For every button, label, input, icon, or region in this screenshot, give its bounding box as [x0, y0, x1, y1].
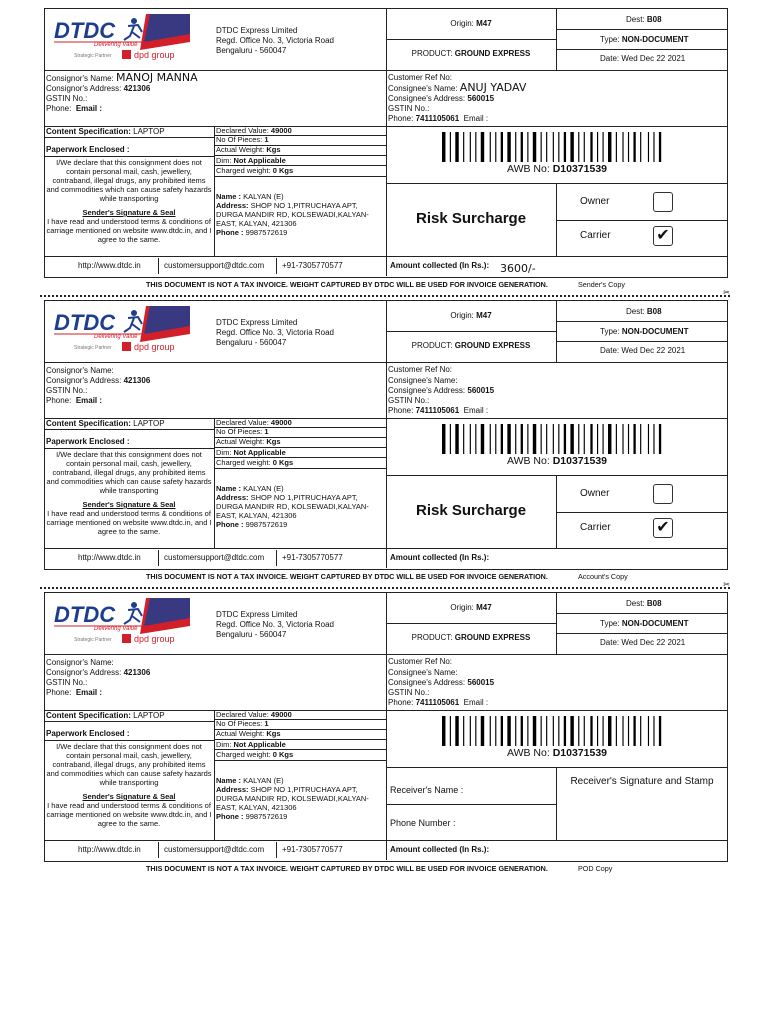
support-email[interactable]: customersupport@dtdc.com	[164, 845, 265, 854]
barcode-bar	[584, 716, 585, 746]
barcode-bar	[653, 424, 654, 454]
barcode-bar	[558, 132, 559, 162]
barcode-bar	[490, 716, 491, 746]
barcode-bar	[527, 716, 528, 746]
barcode-bar	[495, 716, 496, 746]
barcode-bar	[515, 424, 516, 454]
barcode-bar	[553, 716, 554, 746]
barcode-bar	[450, 424, 451, 454]
barcode-bar	[475, 424, 476, 454]
declaration-text: I/We declare that this consignment does not contain personal mail, cash, jewellery, contraband, illegal drugs, any prohibited items and commodities which can cause safety hazards while transporting	[46, 450, 212, 495]
shipment-type: Type: NON-DOCUMENT	[600, 327, 689, 336]
barcode-bar	[546, 716, 547, 746]
barcode-bar	[659, 424, 661, 454]
tax-notice: THIS DOCUMENT IS NOT A TAX INVOICE. WEIGHT CAPTURED BY DTDC WILL BE USED FOR INVOICE GENERATION.	[146, 280, 548, 289]
partner-label: Strategic Partner	[74, 637, 112, 643]
barcode-bar	[533, 132, 536, 162]
barcode-bar	[590, 716, 592, 746]
barcode-bar	[628, 716, 629, 746]
company-city: Bengaluru - 560047	[216, 46, 287, 55]
cut-line	[40, 587, 730, 589]
barcode-bar	[470, 132, 471, 162]
receiver-name-label: Receiver's Name :	[390, 785, 464, 795]
support-phone: +91-7305770577	[282, 261, 343, 270]
barcode-bar	[521, 132, 523, 162]
website-link[interactable]: http://www.dtdc.in	[78, 261, 141, 270]
owner-label: Owner	[580, 196, 610, 207]
pickup-block: Name : KALYAN (E) Address: SHOP NO 1,PITRUCHAYA APT, DURGA MANDIR RD, KOLSEWADI,KALYAN-EAST, KALYAN, 421306 Phone : 9987572619	[216, 776, 369, 821]
barcode-bar	[570, 716, 573, 746]
barcode-bar	[521, 716, 523, 746]
dimension: Dim: Not Applicable	[216, 740, 286, 749]
brand-tagline: Delivering Value	[94, 626, 138, 632]
barcode-bar	[640, 132, 641, 162]
carrier-checkbox[interactable]: ✔	[653, 518, 673, 538]
barcode-bar	[442, 716, 445, 746]
barcode-bar	[470, 716, 471, 746]
barcode-bar	[541, 716, 542, 746]
barcode-bar	[507, 716, 510, 746]
barcode-bar	[608, 716, 611, 746]
barcode-bar	[578, 716, 579, 746]
svg-text:DTDC: DTDC	[54, 310, 116, 335]
barcode-bar	[659, 132, 661, 162]
amount-label: Amount collected (In Rs.):	[390, 845, 490, 854]
barcode-bar	[515, 716, 516, 746]
barcode-bar	[553, 424, 554, 454]
barcode-bar	[463, 424, 464, 454]
barcode-bar	[584, 424, 585, 454]
dimension: Dim: Not Applicable	[216, 448, 286, 457]
dpd-cube-icon	[122, 342, 131, 351]
barcode-bar	[603, 132, 604, 162]
dtdc-logo	[50, 12, 190, 60]
barcode-bar	[558, 424, 559, 454]
sender-signature-label: Sender's Signature & Seal	[82, 500, 176, 509]
pod-copy	[44, 592, 728, 882]
barcode-bar	[603, 424, 604, 454]
pickup-block: Name : KALYAN (E) Address: SHOP NO 1,PITRUCHAYA APT, DURGA MANDIR RD, KOLSEWADI,KALYAN-EAST, KALYAN, 421306 Phone : 9987572619	[216, 484, 369, 529]
consignor-name: MANOJ MANNA	[116, 71, 198, 84]
brand-tagline: Delivering Value	[94, 42, 138, 48]
barcode-bar	[648, 716, 649, 746]
support-phone: +91-7305770577	[282, 553, 343, 562]
barcode-bar	[633, 132, 635, 162]
risk-surcharge-title: Risk Surcharge	[416, 502, 527, 519]
barcode-bar	[490, 424, 491, 454]
consignee-block: Customer Ref No: Consignee's Name: Consignee's Address: 560015 GSTIN No.: Phone: 7411105061 Email :	[388, 657, 495, 707]
consignor-block: Consignor's Name: Consignor's Address: 421306 GSTIN No.: Phone: Email :	[46, 658, 151, 697]
barcode-bar	[659, 716, 661, 746]
support-email[interactable]: customersupport@dtdc.com	[164, 553, 265, 562]
actual-weight: Actual Weight: Kgs	[216, 145, 281, 154]
barcode-bar	[521, 424, 523, 454]
barcode-bar	[475, 716, 476, 746]
partner-name: dpd group	[134, 50, 175, 60]
pieces: No Of Pieces: 1	[216, 135, 269, 144]
barcode-bar	[633, 716, 635, 746]
charged-weight: Charged weight: 0 Kgs	[216, 458, 294, 467]
company-name: DTDC Express Limited	[216, 26, 298, 35]
destination: Dest: B08	[626, 15, 662, 24]
barcode-bar	[546, 424, 547, 454]
owner-label: Owner	[580, 488, 610, 499]
barcode-bar	[603, 716, 604, 746]
amount-label: Amount collected (In Rs.):	[390, 553, 490, 562]
barcode-bar	[590, 132, 592, 162]
product: PRODUCT: GROUND EXPRESS	[411, 49, 531, 58]
barcode-bar	[507, 424, 510, 454]
shipment-date: Date: Wed Dec 22 2021	[600, 54, 686, 63]
barcode-bar	[608, 132, 611, 162]
website-link[interactable]: http://www.dtdc.in	[78, 553, 141, 562]
barcode-bar	[578, 132, 579, 162]
accounts-copy	[44, 300, 728, 590]
cut-line	[40, 295, 730, 297]
origin: Origin: M47	[450, 603, 492, 612]
charged-weight: Charged weight: 0 Kgs	[216, 750, 294, 759]
shipment-date: Date: Wed Dec 22 2021	[600, 346, 686, 355]
barcode-bar	[564, 424, 566, 454]
barcode-bar	[455, 132, 458, 162]
declared-value: Declared Value: 49000	[216, 126, 292, 135]
barcode-bar	[481, 716, 484, 746]
barcode-bar	[622, 132, 623, 162]
copy-label: Sender's Copy	[578, 280, 625, 289]
barcode-bar	[570, 424, 573, 454]
consignee-name: ANUJ YADAV	[459, 81, 527, 94]
dtdc-logo	[50, 304, 190, 352]
owner-checkbox[interactable]	[653, 484, 673, 504]
barcode-bar	[628, 132, 629, 162]
sender-signature-label: Sender's Signature & Seal	[82, 208, 176, 217]
barcode-bar	[527, 424, 528, 454]
pieces: No Of Pieces: 1	[216, 427, 269, 436]
origin: Origin: M47	[450, 311, 492, 320]
barcode-bar	[597, 716, 598, 746]
destination: Dest: B08	[626, 599, 662, 608]
partner-label: Strategic Partner	[74, 53, 112, 59]
tax-notice: THIS DOCUMENT IS NOT A TAX INVOICE. WEIGHT CAPTURED BY DTDC WILL BE USED FOR INVOICE GENERATION.	[146, 572, 548, 581]
barcode-bar	[481, 424, 484, 454]
declaration-text: I/We declare that this consignment does not contain personal mail, cash, jewellery, contraband, illegal drugs, any prohibited items and commodities which can cause safety hazards while transporting	[46, 158, 212, 203]
amount-label: Amount collected (In Rs.):	[390, 261, 490, 270]
svg-text:DTDC: DTDC	[54, 602, 116, 627]
consignor-block: Consignor's Name: MANOJ MANNA Consignor's Address: 421306 GSTIN No.: Phone: Email :	[46, 71, 198, 113]
barcode-bar	[475, 132, 476, 162]
barcode-bar	[633, 424, 635, 454]
sender-copy	[44, 8, 728, 298]
terms-text: I have read and understood terms & conditions of carriage mentioned on website www.dtdc.in, and I agree to the same.	[46, 217, 212, 244]
company-city: Bengaluru - 560047	[216, 630, 287, 639]
awb-number: AWB No: D10371539	[506, 163, 608, 175]
barcode-bar	[616, 424, 617, 454]
scissor-icon: ✂	[723, 288, 730, 297]
barcode-bar	[490, 132, 491, 162]
actual-weight: Actual Weight: Kgs	[216, 729, 281, 738]
barcode-bar	[622, 424, 623, 454]
barcode-bar	[648, 424, 649, 454]
awb-barcode	[442, 424, 680, 454]
consignor-block: Consignor's Name: Consignor's Address: 421306 GSTIN No.: Phone: Email :	[46, 366, 151, 405]
dpd-cube-icon	[122, 50, 131, 59]
consignee-block: Customer Ref No: Consignee's Name: ANUJ YADAV Consignee's Address: 560015 GSTIN No.: Phone: 7411105061 Email :	[388, 73, 527, 123]
barcode-bar	[541, 132, 542, 162]
barcode-bar	[640, 716, 641, 746]
barcode-bar	[481, 132, 484, 162]
brand-tagline: Delivering Value	[94, 334, 138, 340]
pieces: No Of Pieces: 1	[216, 719, 269, 728]
awb-number: AWB No: D10371539	[506, 455, 608, 467]
barcode-bar	[455, 716, 458, 746]
carrier-checkbox[interactable]: ✔	[653, 226, 673, 246]
scissor-icon: ✂	[723, 580, 730, 589]
svg-text:DTDC: DTDC	[54, 18, 116, 43]
company-office: Regd. Office No. 3, Victoria Road	[216, 328, 334, 337]
support-phone: +91-7305770577	[282, 845, 343, 854]
barcode-bar	[597, 424, 598, 454]
barcode-bar	[541, 424, 542, 454]
barcode-bar	[584, 132, 585, 162]
barcode-bar	[564, 716, 566, 746]
declaration-text: I/We declare that this consignment does not contain personal mail, cash, jewellery, contraband, illegal drugs, any prohibited items and commodities which can cause safety hazards while transporting	[46, 742, 212, 787]
barcode-bar	[455, 424, 458, 454]
barcode-bar	[570, 132, 573, 162]
barcode-bar	[616, 716, 617, 746]
partner-name: dpd group	[134, 342, 175, 352]
barcode-bar	[515, 132, 516, 162]
barcode-bar	[564, 132, 566, 162]
barcode-bar	[501, 716, 503, 746]
barcode-bar	[495, 132, 496, 162]
company-office: Regd. Office No. 3, Victoria Road	[216, 36, 334, 45]
terms-text: I have read and understood terms & conditions of carriage mentioned on website www.dtdc.in, and I agree to the same.	[46, 509, 212, 536]
content-spec: Content Specification: LAPTOP	[46, 419, 165, 428]
content-spec: Content Specification: LAPTOP	[46, 711, 165, 720]
barcode-bar	[628, 424, 629, 454]
receiver-signature-label: Receiver's Signature and Stamp	[570, 776, 714, 787]
barcode-bar	[501, 424, 503, 454]
barcode-bar	[533, 716, 536, 746]
owner-checkbox[interactable]	[653, 192, 673, 212]
origin: Origin: M47	[450, 19, 492, 28]
barcode-bar	[442, 424, 445, 454]
barcode-bar	[501, 132, 503, 162]
awb-number: AWB No: D10371539	[506, 747, 608, 759]
barcode-bar	[470, 424, 471, 454]
content-spec: Content Specification: LAPTOP	[46, 127, 165, 136]
barcode-bar	[640, 424, 641, 454]
barcode-bar	[442, 132, 445, 162]
terms-text: I have read and understood terms & conditions of carriage mentioned on website www.dtdc.in, and I agree to the same.	[46, 801, 212, 828]
barcode-bar	[450, 132, 451, 162]
phone-number-label: Phone Number :	[390, 818, 456, 828]
risk-surcharge-title: Risk Surcharge	[416, 210, 527, 227]
copy-label: POD Copy	[578, 864, 613, 873]
barcode-bar	[450, 716, 451, 746]
dpd-cube-icon	[122, 634, 131, 643]
barcode-bar	[653, 716, 654, 746]
destination: Dest: B08	[626, 307, 662, 316]
product: PRODUCT: GROUND EXPRESS	[411, 633, 531, 642]
charged-weight: Charged weight: 0 Kgs	[216, 166, 294, 175]
dimension: Dim: Not Applicable	[216, 156, 286, 165]
carrier-label: Carrier	[580, 230, 611, 241]
awb-barcode	[442, 132, 680, 162]
tax-notice: THIS DOCUMENT IS NOT A TAX INVOICE. WEIGHT CAPTURED BY DTDC WILL BE USED FOR INVOICE GENERATION.	[146, 864, 548, 873]
barcode-bar	[463, 716, 464, 746]
barcode-bar	[622, 716, 623, 746]
declared-value: Declared Value: 49000	[216, 418, 292, 427]
barcode-bar	[578, 424, 579, 454]
barcode-bar	[616, 132, 617, 162]
shipment-type: Type: NON-DOCUMENT	[600, 619, 689, 628]
paperwork-label: Paperwork Enclosed :	[46, 437, 130, 446]
shipment-type: Type: NON-DOCUMENT	[600, 35, 689, 44]
partner-name: dpd group	[134, 634, 175, 644]
product: PRODUCT: GROUND EXPRESS	[411, 341, 531, 350]
support-email[interactable]: customersupport@dtdc.com	[164, 261, 265, 270]
amount-value: 3600/-	[500, 262, 536, 275]
dtdc-logo	[50, 596, 190, 644]
paperwork-label: Paperwork Enclosed :	[46, 729, 130, 738]
barcode-bar	[507, 132, 510, 162]
carrier-label: Carrier	[580, 522, 611, 533]
sender-signature-label: Sender's Signature & Seal	[82, 792, 176, 801]
barcode-bar	[558, 716, 559, 746]
barcode-bar	[653, 132, 654, 162]
barcode-bar	[495, 424, 496, 454]
company-name: DTDC Express Limited	[216, 610, 298, 619]
consignee-block: Customer Ref No: Consignee's Name: Consignee's Address: 560015 GSTIN No.: Phone: 7411105061 Email :	[388, 365, 495, 415]
barcode-bar	[546, 132, 547, 162]
declared-value: Declared Value: 49000	[216, 710, 292, 719]
partner-label: Strategic Partner	[74, 345, 112, 351]
barcode-bar	[608, 424, 611, 454]
awb-barcode	[442, 716, 680, 746]
barcode-bar	[648, 132, 649, 162]
company-city: Bengaluru - 560047	[216, 338, 287, 347]
barcode-bar	[553, 132, 554, 162]
paperwork-label: Paperwork Enclosed :	[46, 145, 130, 154]
barcode-bar	[590, 424, 592, 454]
barcode-bar	[527, 132, 528, 162]
pickup-block: Name : KALYAN (E) Address: SHOP NO 1,PITRUCHAYA APT, DURGA MANDIR RD, KOLSEWADI,KALYAN-EAST, KALYAN, 421306 Phone : 9987572619	[216, 192, 369, 237]
actual-weight: Actual Weight: Kgs	[216, 437, 281, 446]
company-office: Regd. Office No. 3, Victoria Road	[216, 620, 334, 629]
company-name: DTDC Express Limited	[216, 318, 298, 327]
website-link[interactable]: http://www.dtdc.in	[78, 845, 141, 854]
barcode-bar	[463, 132, 464, 162]
barcode-bar	[597, 132, 598, 162]
barcode-bar	[533, 424, 536, 454]
shipment-date: Date: Wed Dec 22 2021	[600, 638, 686, 647]
copy-label: Account's Copy	[578, 572, 628, 581]
